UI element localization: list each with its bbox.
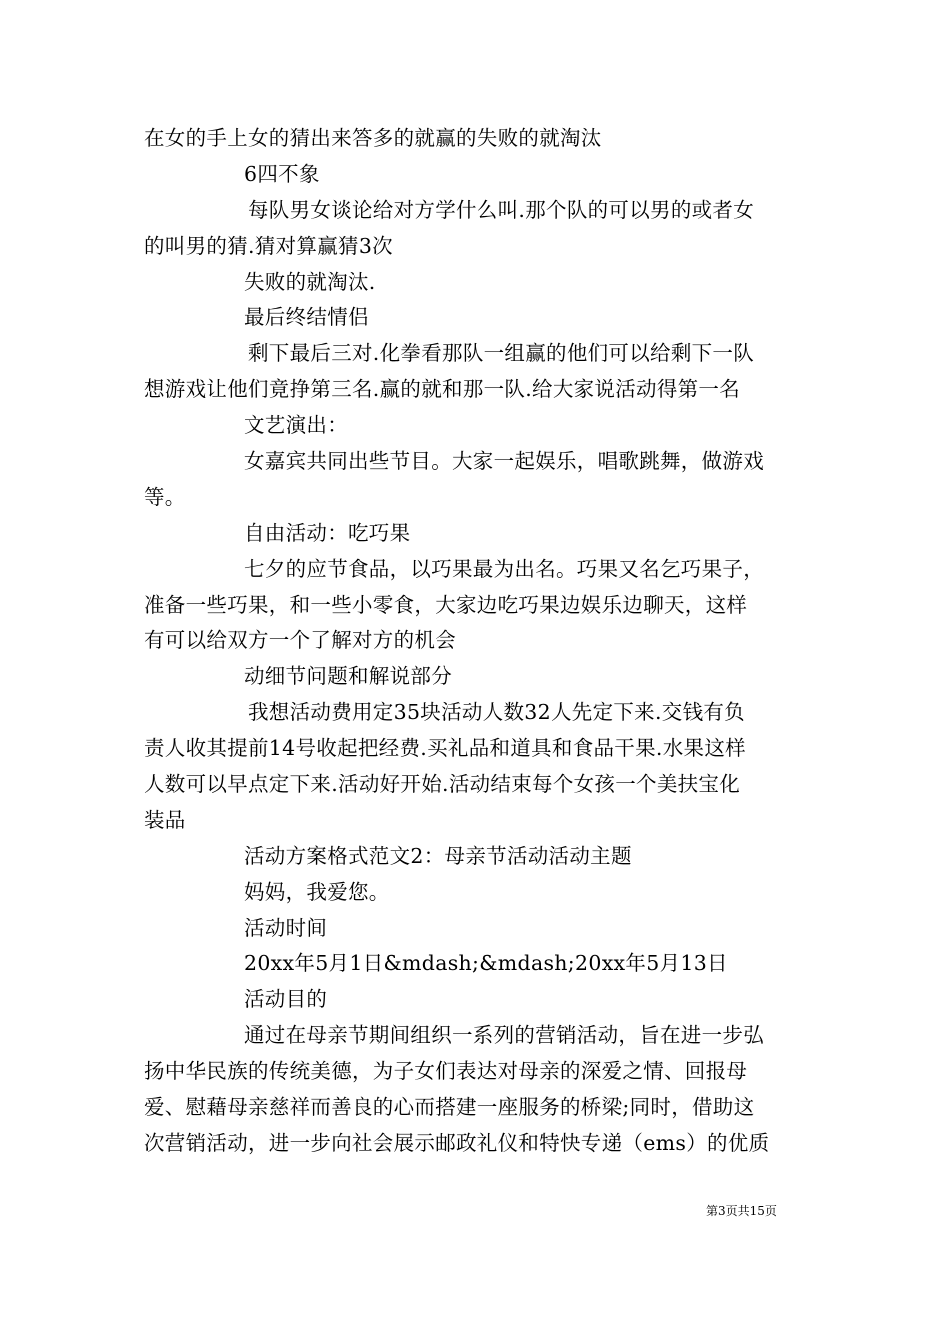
text-line: 20xx年5月1日&mdash;&mdash;20xx年5月13日	[244, 951, 728, 976]
text-line: 剩下最后三对.化拳看那队一组赢的他们可以给剩下一队	[248, 341, 755, 366]
text-line: 6四不象	[244, 161, 320, 186]
text-line: 想游戏让他们竟挣第三名.赢的就和那一队.给大家说活动得第一名	[144, 377, 741, 402]
text-line: 我想活动费用定35块活动人数32人先定下来.交钱有负	[248, 700, 745, 725]
text-line: 活动时间	[244, 915, 328, 940]
text-line: 装品	[144, 807, 186, 832]
text-line: 活动目的	[244, 987, 328, 1012]
text-line: 次营销活动，进一步向社会展示邮政礼仪和特快专递（ems）的优质	[144, 1130, 770, 1155]
text-line: 女嘉宾共同出些节目。大家一起娱乐，唱歌跳舞，做游戏	[244, 449, 764, 474]
text-line: 爱、慰藉母亲慈祥而善良的心而搭建一座服务的桥梁;同时，借助这	[144, 1095, 755, 1120]
text-line: 活动方案格式范文2：母亲节活动活动主题	[244, 843, 632, 868]
text-line: 等。	[144, 484, 186, 509]
text-line: 的叫男的猜.猜对算赢猜3次	[144, 233, 393, 258]
text-line: 每队男女谈论给对方学什么叫.那个队的可以男的或者女	[248, 197, 755, 222]
text-line: 人数可以早点定下来.活动好开始.活动结束每个女孩一个美扶宝化	[144, 772, 741, 797]
text-line: 文艺演出：	[244, 413, 348, 438]
document-body	[144, 121, 810, 1162]
text-line: 动细节问题和解说部分	[244, 664, 452, 689]
text-line: 准备一些巧果，和一些小零食，大家边吃巧果边娱乐边聊天，这样	[144, 592, 748, 617]
text-line: 失败的就淘汰.	[244, 269, 376, 294]
text-line: 在女的手上女的猜出来答多的就赢的失败的就淘汰	[144, 126, 602, 150]
text-line: 有可以给双方一个了解对方的机会	[144, 628, 456, 653]
text-line: 七夕的应节食品，以巧果最为出名。巧果又名乞巧果子，	[244, 556, 764, 581]
page-number-footer: 第3页共15页	[706, 1204, 777, 1218]
text-line: 妈妈，我爱您。	[244, 879, 390, 904]
text-line: 责人收其提前14号收起把经费.买礼品和道具和食品干果.水果这样	[144, 736, 746, 761]
text-line: 扬中华民族的传统美德，为子女们表达对母亲的深爱之情、回报母	[144, 1059, 748, 1084]
text-line: 最后终结情侣	[244, 305, 369, 330]
text-line: 自由活动：吃巧果	[244, 520, 411, 545]
text-line: 通过在母亲节期间组织一系列的营销活动，旨在进一步弘	[244, 1023, 764, 1048]
